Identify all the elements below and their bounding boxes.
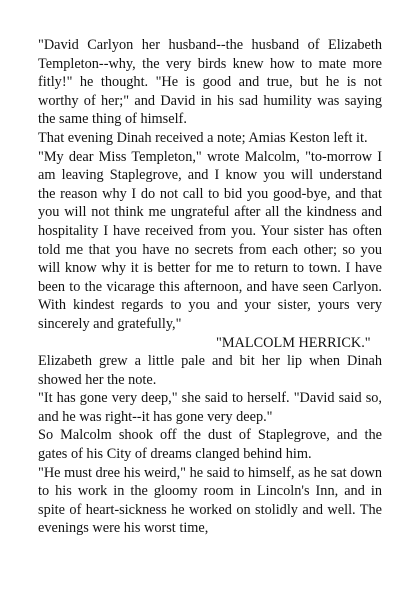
paragraph-malcolm-letter: "My dear Miss Templeton," wrote Malcolm, "to-morrow I am leaving Staplegrove, and I know you will understand the reason why I do not call to bid you good-bye, and that you will not think me ungrateful after all the kindness and hospitality I have received from you. Your sister has often told me that you have no secrets from each other; so you will know why it is better for me to return to town. I have been to the vicarage this afternoon, and have seen Carlyon. With kindest regards to you and your sister, yours very sincerely and gratefully,": [38, 148, 382, 332]
paragraph-dree-his-weird: "He must dree his weird," he said to himself, as he sat down to his work in the gloomy room in Lincoln's Inn, and in spite of heart-sickness he worked on stolidly and well. The evenings were his worst time,: [38, 464, 382, 537]
book-page: [38, 36, 382, 538]
paragraph-staplegrove-dust: So Malcolm shook off the dust of Staplegrove, and the gates of his City of dreams clanged behind him.: [38, 427, 382, 463]
paragraph-elizabeth-pale: Elizabeth grew a little pale and bit her lip when Dinah showed her the note.: [38, 353, 382, 388]
paragraph-gone-deep: "It has gone very deep," she said to herself. "David said so, and he was right--it has gone very deep.": [38, 390, 382, 425]
paragraph-dinah-note: That evening Dinah received a note; Amias Keston left it.: [38, 129, 368, 146]
paragraph-david-carlyon: "David Carlyon her husband--the husband of Elizabeth Templeton--why, the very birds knew how to mate more fitly!" he thought. "He is good and true, but he is not worthy of her;" and David in his sad humility was saying the same thing of himself.: [38, 37, 382, 128]
letter-signature: "MALCOLM HERRICK.": [216, 334, 371, 351]
